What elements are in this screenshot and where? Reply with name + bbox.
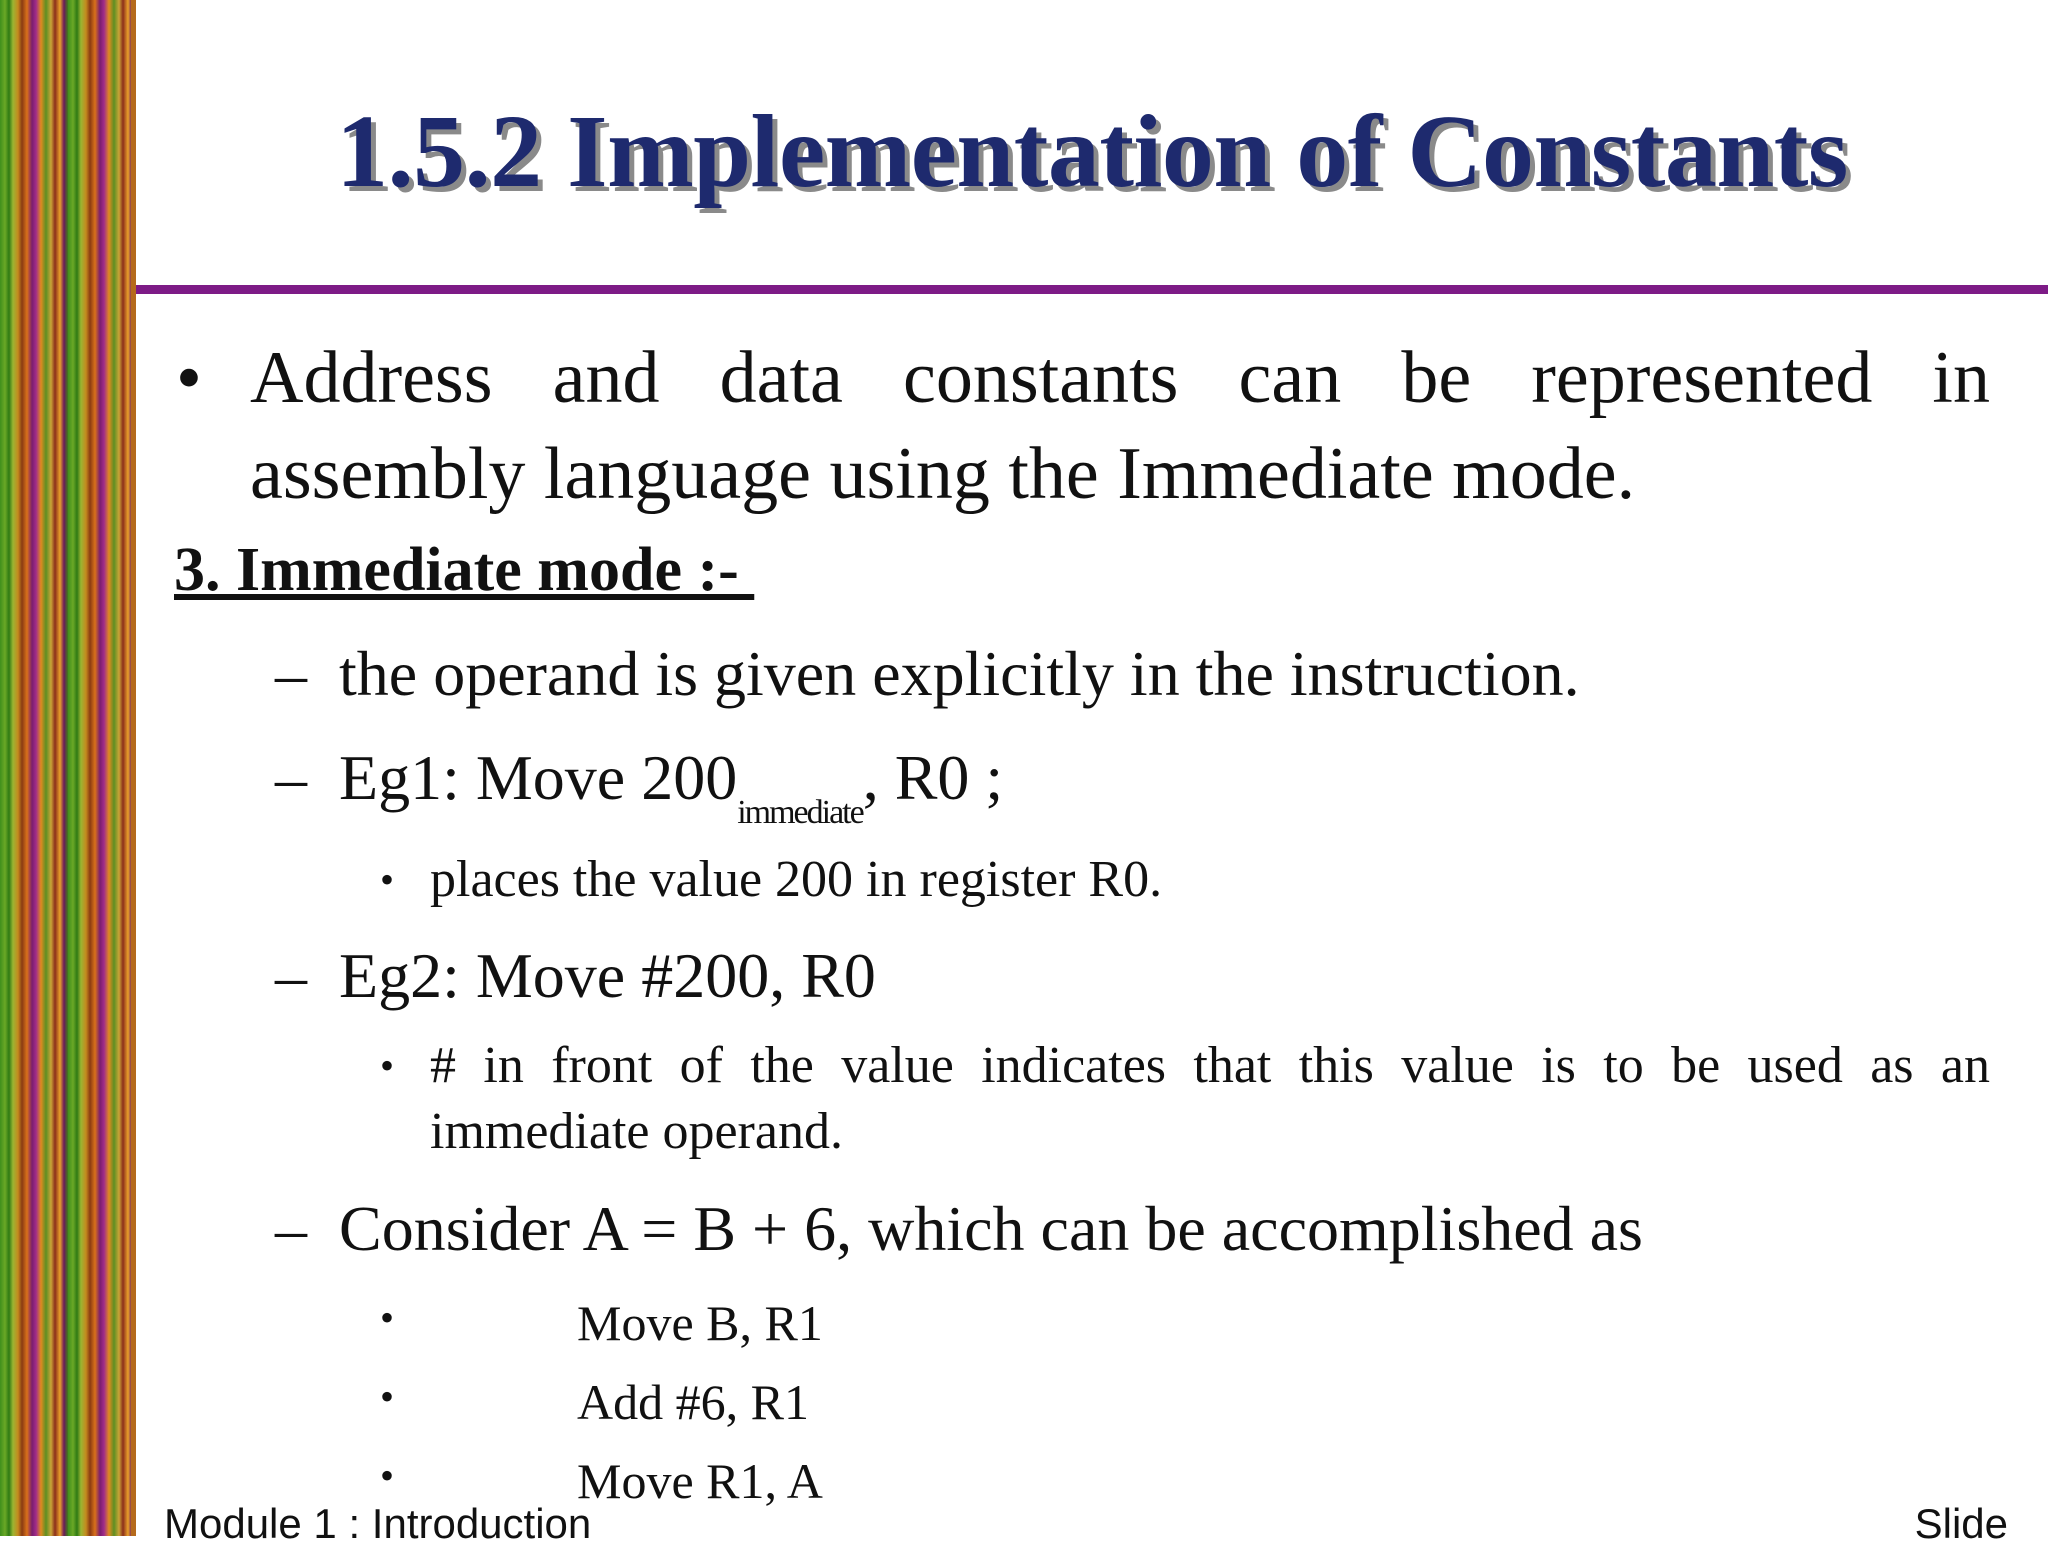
code-text: Move B, R1 (577, 1295, 823, 1351)
eg1-prefix: Eg1: Move 200 (339, 742, 738, 813)
note-text: # in front of the value indicates that this value is to be used as an immediate operand. (430, 1037, 1990, 1160)
item-eg2-note (380, 1033, 1990, 1165)
dash-marker: – (275, 1193, 307, 1264)
item-eg2 (275, 940, 876, 1011)
bullet-address-constants (176, 330, 1990, 522)
code-text: Add #6, R1 (577, 1374, 809, 1430)
section-heading: 3. Immediate mode :- (174, 536, 755, 604)
decorative-stripe-bar (0, 0, 136, 1536)
item-text (339, 742, 1004, 831)
code-line (380, 1295, 823, 1351)
bullet-marker: • (380, 1374, 395, 1419)
slide-title: 1.5.2 Implementation of Constants (336, 94, 1848, 209)
item-eg1-note (380, 847, 1990, 913)
item-text: Consider A = B + 6, which can be accomplished as (339, 1193, 1643, 1264)
code-line (380, 1374, 809, 1430)
item-text: Eg2: Move #200, R0 (339, 940, 876, 1011)
item-consider (275, 1193, 1643, 1264)
bullet-marker: • (380, 857, 395, 902)
bullet-marker: • (380, 1453, 395, 1498)
code-line (380, 1453, 823, 1509)
dash-marker: – (275, 742, 307, 813)
bullet-marker: • (380, 1295, 395, 1340)
code-text: Move R1, A (577, 1453, 823, 1509)
dash-marker: – (275, 940, 307, 1011)
item-eg1 (275, 742, 1004, 831)
item-text: the operand is given explicitly in the instruction. (339, 638, 1580, 709)
footer-module-label: Module 1 : Introduction (164, 1500, 592, 1547)
item-operand (275, 638, 1580, 709)
eg1-subscript: immediate (737, 794, 863, 831)
bullet-marker: • (176, 337, 202, 419)
eg1-suffix: , R0 ; (862, 742, 1004, 813)
footer-slide-label: Slide (1914, 1500, 2008, 1547)
bullet-marker: • (380, 1043, 395, 1088)
title-divider (136, 285, 2048, 294)
bullet-text: Address and data constants can be represented in assembly language using the Immediate mode. (250, 337, 1990, 515)
note-text: places the value 200 in register R0. (430, 851, 1163, 908)
dash-marker: – (275, 638, 307, 709)
